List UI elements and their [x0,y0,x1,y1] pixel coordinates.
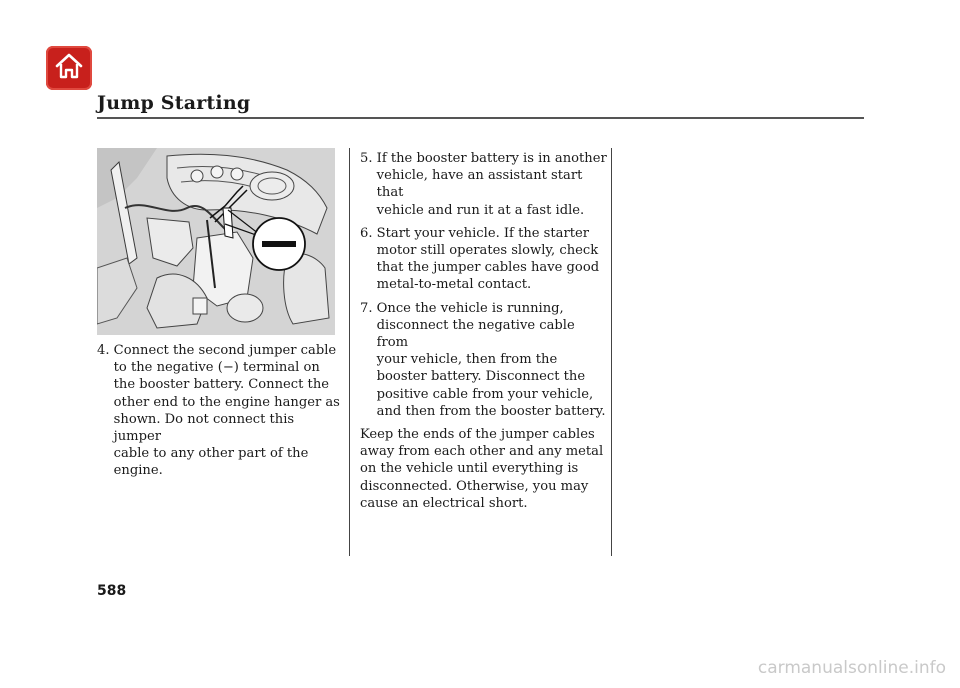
step-5-text [377,150,608,219]
step-5-line: If the booster battery is in another [376,151,607,166]
step-4-text [114,342,343,480]
step-7 [360,300,608,420]
step-6-number: 6. [360,225,373,241]
title-divider [97,117,864,119]
paragraph-line: Keep the ends of the jumper cables [360,427,595,443]
step-7-line: booster battery. Disconnect the [376,369,586,385]
step-7-line: Once the vehicle is running, [376,300,564,316]
step-5-number: 5. [360,151,373,166]
page-number: 588 [97,583,127,599]
step-5-line: vehicle and run it at a fast idle. [376,202,585,218]
step-4-line: cable to any other part of the [113,446,309,462]
paragraph-line: on the vehicle until everything is [360,461,579,477]
step-6-line: motor still operates slowly, check [376,243,599,259]
step-7-number: 7. [360,300,373,316]
step-4-line: the booster battery. Connect the [113,377,329,393]
paragraph-line: cause an electrical short. [360,495,528,511]
step-7-line: your vehicle, then from the [376,352,558,368]
right-column [360,150,608,512]
step-4-line: shown. Do not connect this jumper [113,411,295,445]
step-7-line: and then from the booster battery. [376,403,606,419]
column-divider-1 [349,148,350,556]
step-7-line: positive cable from your vehicle, [376,386,594,402]
warning-paragraph [360,426,608,512]
step-5 [360,150,608,219]
home-button[interactable] [46,46,92,90]
column-divider-2 [611,148,612,556]
step-5-line: vehicle, have an assistant start that [376,168,583,201]
paragraph-line: away from each other and any metal [360,444,604,460]
step-7-text [377,300,608,420]
step-4-line: Connect the second jumper cable [113,343,337,358]
step-4-line: engine. [113,463,163,479]
left-column [97,342,343,486]
step-4-line: other end to the engine hanger as [113,394,340,410]
paragraph-line: disconnected. Otherwise, you may [360,478,589,494]
section-title: Jump Starting [97,92,251,114]
step-6-line: metal-to-metal contact. [376,277,532,293]
step-6-line: that the jumper cables have good [376,260,600,276]
step-6-text [377,225,608,294]
home-icon [54,52,84,84]
step-7-line: disconnect the negative cable from [376,317,575,351]
step-6-line: Start your vehicle. If the starter [376,225,589,241]
step-6 [360,225,608,294]
engine-illustration [97,148,335,335]
watermark: carmanualsonline.info [757,658,946,678]
step-4-line: to the negative (−) terminal on [113,360,320,376]
step-4 [97,342,343,480]
step-4-number: 4. [97,343,110,358]
